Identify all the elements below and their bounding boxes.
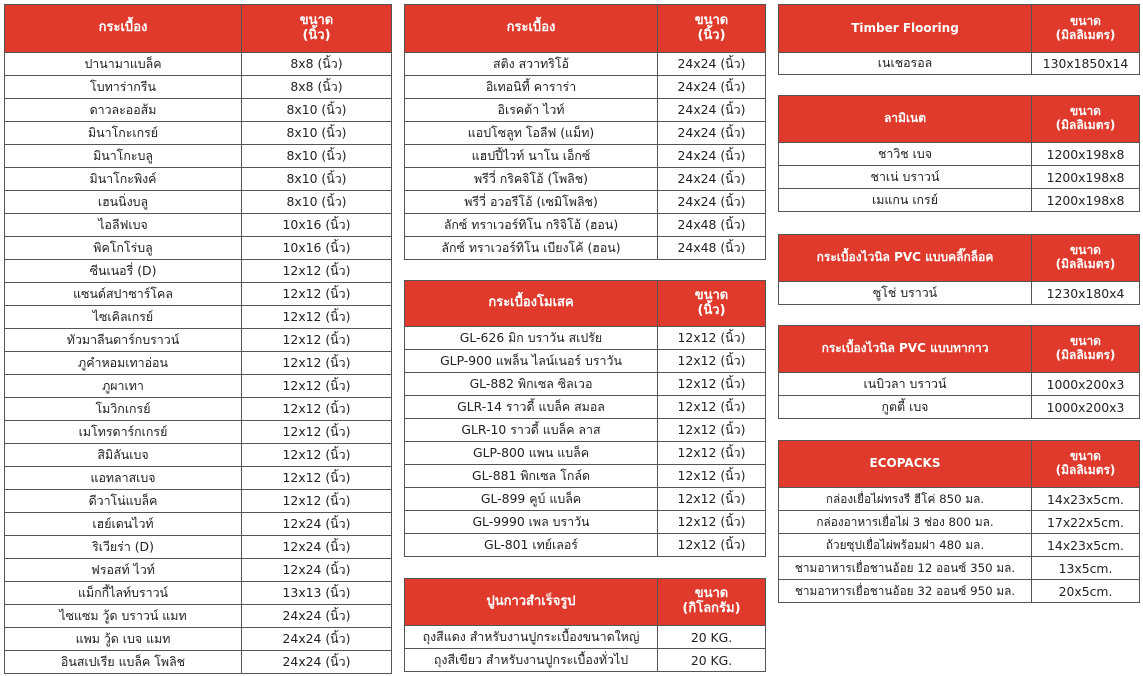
size-cell: 17x22x5cm.: [1032, 511, 1140, 534]
size-cell: 24x48 (นิ้ว): [658, 237, 766, 260]
table-row: [5, 605, 392, 628]
product-column-header: กระเบื้อง: [5, 5, 242, 53]
size-cell: 12x12 (นิ้ว): [242, 421, 392, 444]
size-cell: 14x23x5cm.: [1032, 488, 1140, 511]
table-header: [5, 5, 392, 53]
mosaic-table: [404, 280, 766, 557]
size-cell: 1200x198x8: [1032, 143, 1140, 166]
size-column-header: ขนาด (มิลลิเมตร): [1032, 235, 1140, 282]
vinyl-glue-rows: [779, 373, 1140, 419]
size-cell: 12x12 (นิ้ว): [658, 465, 766, 488]
size-cell: 24x24 (นิ้ว): [242, 651, 392, 674]
table-row: [5, 582, 392, 605]
product-name-cell: เนบิวลา บราวน์: [779, 373, 1032, 396]
product-column-header: กระเบื้องโมเสค: [405, 281, 658, 327]
size-cell: 8x10 (นิ้ว): [242, 145, 392, 168]
product-name-cell: GL-801 เทย์เลอร์: [405, 534, 658, 557]
product-name-cell: แฮปปี้ไวท์ นาโน เอ็กซ์: [405, 145, 658, 168]
product-name-cell: เฮย์เดนไวท์: [5, 513, 242, 536]
product-name-cell: แพม วู้ด เบจ แมท: [5, 628, 242, 651]
product-name-cell: ซูโช่ บราวน์: [779, 282, 1032, 305]
table-header: [405, 281, 766, 327]
product-name-cell: แอปโซลูท โอลีฟ (แม็ท): [405, 122, 658, 145]
size-column-header: ขนาด (กิโลกรัม): [658, 579, 766, 626]
product-name-cell: อิเทอนิที้ คาราร่า: [405, 76, 658, 99]
size-cell: 24x24 (นิ้ว): [658, 99, 766, 122]
product-name-cell: ไอลีฟเบจ: [5, 214, 242, 237]
size-cell: 12x12 (นิ้ว): [242, 444, 392, 467]
product-name-cell: เมโทรดาร์กเกรย์: [5, 421, 242, 444]
table-row: [779, 189, 1140, 212]
product-column-header: กระเบื้องไวนิล PVC แบบคลิ๊กล็อค: [779, 235, 1032, 282]
table-row: [779, 557, 1140, 580]
table-row: [779, 166, 1140, 189]
size-cell: 24x48 (นิ้ว): [658, 214, 766, 237]
table-row: [405, 122, 766, 145]
size-cell: 20 KG.: [658, 649, 766, 672]
table-header: [779, 5, 1140, 53]
product-column-header: ลามิเนต: [779, 96, 1032, 143]
table-row: [779, 373, 1140, 396]
product-name-cell: กล่องเยื่อไผ่ทรงรี ฮีโค่ 850 มล.: [779, 488, 1032, 511]
size-cell: 24x24 (นิ้ว): [658, 76, 766, 99]
table-row: [405, 350, 766, 373]
table-row: [5, 513, 392, 536]
size-cell: 12x12 (นิ้ว): [658, 534, 766, 557]
table-row: [405, 511, 766, 534]
product-name-cell: กูตตี้ เบจ: [779, 396, 1032, 419]
size-cell: 24x24 (นิ้ว): [658, 53, 766, 76]
table-header: [779, 326, 1140, 373]
tile2-rows: [405, 53, 766, 260]
product-name-cell: GL-626 มิก บราวัน สเปรัย: [405, 327, 658, 350]
size-column-header: ขนาด (นิ้ว): [242, 5, 392, 53]
product-name-cell: ถุงสีแดง สำหรับงานปูกระเบื้องขนาดใหญ่: [405, 626, 658, 649]
table-row: [779, 53, 1140, 75]
table-header: [779, 235, 1140, 282]
table-row: [5, 53, 392, 76]
table-header: [405, 5, 766, 53]
table-row: [5, 536, 392, 559]
size-column-header: ขนาด (นิ้ว): [658, 281, 766, 327]
size-cell: 1000x200x3: [1032, 373, 1140, 396]
grout-rows: [405, 626, 766, 672]
product-name-cell: ถ้วยซุปเยื่อไผ่พร้อมฝา 480 มล.: [779, 534, 1032, 557]
table-row: [779, 511, 1140, 534]
size-cell: 1230x180x4: [1032, 282, 1140, 305]
size-cell: 12x12 (นิ้ว): [242, 398, 392, 421]
table-row: [5, 490, 392, 513]
size-cell: 12x12 (นิ้ว): [658, 373, 766, 396]
size-cell: 14x23x5cm.: [1032, 534, 1140, 557]
product-name-cell: อินสเปเรีย แบล็ค โพลิช: [5, 651, 242, 674]
table-row: [405, 99, 766, 122]
size-cell: 13x13 (นิ้ว): [242, 582, 392, 605]
size-cell: 24x24 (นิ้ว): [658, 122, 766, 145]
product-name-cell: GL-881 พิกเซล โกล์ด: [405, 465, 658, 488]
product-name-cell: ซีนเนอรี่ (D): [5, 260, 242, 283]
product-name-cell: โมวิกเกรย์: [5, 398, 242, 421]
product-name-cell: GLR-14 ราวดี้ แบล็ค สมอล: [405, 396, 658, 419]
table-row: [405, 237, 766, 260]
tile-table: [4, 4, 392, 674]
table-row: [5, 306, 392, 329]
tile-rows: [5, 53, 392, 674]
table-row: [779, 143, 1140, 166]
product-name-cell: ลักซ์ ทราเวอร์ทิโน เบียงโค้ (ฮอน): [405, 237, 658, 260]
ecopacks-rows: [779, 488, 1140, 603]
size-cell: 8x10 (นิ้ว): [242, 122, 392, 145]
size-cell: 12x24 (นิ้ว): [242, 536, 392, 559]
table-row: [5, 237, 392, 260]
product-name-cell: GLR-10 ราวดี้ แบล็ค ลาส: [405, 419, 658, 442]
size-cell: 24x24 (นิ้ว): [658, 168, 766, 191]
product-name-cell: เฮนนิ่งบลู: [5, 191, 242, 214]
size-cell: 8x10 (นิ้ว): [242, 191, 392, 214]
size-cell: 1200x198x8: [1032, 189, 1140, 212]
size-cell: 12x12 (นิ้ว): [242, 329, 392, 352]
product-name-cell: สติง สวาทริโอ้: [405, 53, 658, 76]
product-column-header: Timber Flooring: [779, 5, 1032, 53]
size-cell: 8x8 (นิ้ว): [242, 53, 392, 76]
size-cell: 20x5cm.: [1032, 580, 1140, 603]
table-row: [405, 649, 766, 672]
table-row: [405, 626, 766, 649]
laminate-table: [778, 95, 1140, 212]
size-cell: 12x12 (นิ้ว): [658, 396, 766, 419]
size-cell: 10x16 (นิ้ว): [242, 214, 392, 237]
vinyl-click-rows: [779, 282, 1140, 305]
table-row: [779, 488, 1140, 511]
table-row: [405, 373, 766, 396]
product-name-cell: เมแกน เกรย์: [779, 189, 1032, 212]
table-row: [405, 214, 766, 237]
table-header: [779, 96, 1140, 143]
product-name-cell: GL-9990 เพล บราวัน: [405, 511, 658, 534]
size-cell: 12x12 (นิ้ว): [242, 260, 392, 283]
product-name-cell: แซนด์สปาซาร์โคล: [5, 283, 242, 306]
product-name-cell: GL-899 คูบ์ แบล็ค: [405, 488, 658, 511]
product-column-header: ECOPACKS: [779, 441, 1032, 488]
table-header: [405, 579, 766, 626]
size-cell: 12x12 (นิ้ว): [658, 488, 766, 511]
product-name-cell: ภูผาเทา: [5, 375, 242, 398]
size-cell: 12x12 (นิ้ว): [242, 467, 392, 490]
table-row: [405, 465, 766, 488]
size-cell: 10x16 (นิ้ว): [242, 237, 392, 260]
size-column-header: ขนาด (มิลลิเมตร): [1032, 96, 1140, 143]
size-cell: 20 KG.: [658, 626, 766, 649]
product-name-cell: ชาวิช เบจ: [779, 143, 1032, 166]
size-cell: 24x24 (นิ้ว): [658, 191, 766, 214]
timber-rows: [779, 53, 1140, 75]
size-cell: 12x12 (นิ้ว): [658, 327, 766, 350]
product-name-cell: พรีวี่ กริคจิโอ้ (โพลิช): [405, 168, 658, 191]
size-cell: 8x10 (นิ้ว): [242, 99, 392, 122]
table-row: [5, 145, 392, 168]
table-header: [779, 441, 1140, 488]
product-name-cell: กล่องอาหารเยื่อไผ่ 3 ช่อง 800 มล.: [779, 511, 1032, 534]
table-row: [5, 352, 392, 375]
size-cell: 12x12 (นิ้ว): [242, 306, 392, 329]
vinyl-glue-table: [778, 325, 1140, 419]
product-name-cell: ชามอาหารเยื่อชานอ้อย 32 ออนซ์ 950 มล.: [779, 580, 1032, 603]
table-row: [779, 580, 1140, 603]
product-name-cell: มินาโกะเกรย์: [5, 122, 242, 145]
product-name-cell: ริเวียร่า (D): [5, 536, 242, 559]
product-name-cell: ดีวาโน่แบล็ค: [5, 490, 242, 513]
table-row: [405, 442, 766, 465]
size-cell: 24x24 (นิ้ว): [242, 628, 392, 651]
product-name-cell: อิเรคต้า ไวท์: [405, 99, 658, 122]
size-cell: 12x12 (นิ้ว): [242, 490, 392, 513]
table-row: [5, 168, 392, 191]
product-name-cell: GLP-900 แพล็น ไลน์เนอร์ บราวัน: [405, 350, 658, 373]
size-cell: 13x5cm.: [1032, 557, 1140, 580]
size-cell: 1000x200x3: [1032, 396, 1140, 419]
product-name-cell: สิมิลันเบจ: [5, 444, 242, 467]
table-row: [5, 214, 392, 237]
product-name-cell: ภูคำหอมเทาอ่อน: [5, 352, 242, 375]
size-cell: 12x12 (นิ้ว): [242, 375, 392, 398]
product-name-cell: แอทลาสเบจ: [5, 467, 242, 490]
table-row: [5, 76, 392, 99]
table-row: [405, 191, 766, 214]
table-row: [5, 329, 392, 352]
product-name-cell: พิคโกโร่บลู: [5, 237, 242, 260]
table-row: [405, 76, 766, 99]
size-cell: 8x10 (นิ้ว): [242, 168, 392, 191]
table-row: [405, 534, 766, 557]
product-name-cell: ดาวละออส้ม: [5, 99, 242, 122]
size-column-header: ขนาด (นิ้ว): [658, 5, 766, 53]
product-name-cell: ถุงสีเขียว สำหรับงานปูกระเบื้องทั่วไป: [405, 649, 658, 672]
size-cell: 12x24 (นิ้ว): [242, 513, 392, 536]
size-cell: 12x12 (นิ้ว): [242, 352, 392, 375]
table-row: [779, 534, 1140, 557]
table-row: [5, 421, 392, 444]
table-row: [5, 122, 392, 145]
table-row: [5, 467, 392, 490]
table-row: [405, 327, 766, 350]
product-name-cell: มินาโกะบลู: [5, 145, 242, 168]
table-row: [5, 444, 392, 467]
size-column-header: ขนาด (มิลลิเมตร): [1032, 441, 1140, 488]
product-name-cell: ชามอาหารเยื่อชานอ้อย 12 ออนซ์ 350 มล.: [779, 557, 1032, 580]
tile2-table: [404, 4, 766, 260]
size-cell: 12x24 (นิ้ว): [242, 559, 392, 582]
size-cell: 8x8 (นิ้ว): [242, 76, 392, 99]
table-row: [779, 282, 1140, 305]
product-name-cell: GL-882 พิกเซล ซิลเวอ: [405, 373, 658, 396]
table-row: [5, 260, 392, 283]
product-column-header: ปูนกาวสำเร็จรูป: [405, 579, 658, 626]
size-cell: 12x12 (นิ้ว): [242, 283, 392, 306]
table-row: [5, 99, 392, 122]
product-name-cell: พรีวี่ อวอรีโอ้ (เซมิโพลิช): [405, 191, 658, 214]
product-name-cell: ทัวมาลีนดาร์กบราวน์: [5, 329, 242, 352]
table-row: [405, 488, 766, 511]
table-row: [5, 559, 392, 582]
mosaic-rows: [405, 327, 766, 557]
product-name-cell: GLP-800 แพน แบล็ค: [405, 442, 658, 465]
table-row: [405, 419, 766, 442]
table-row: [5, 191, 392, 214]
product-name-cell: ฟรอสท์ ไวท์: [5, 559, 242, 582]
product-column-header: กระเบื้อง: [405, 5, 658, 53]
size-cell: 12x12 (นิ้ว): [658, 442, 766, 465]
table-row: [405, 53, 766, 76]
timber-table: [778, 4, 1140, 75]
size-column-header: ขนาด (มิลลิเมตร): [1032, 326, 1140, 373]
size-cell: 24x24 (นิ้ว): [658, 145, 766, 168]
vinyl-click-table: [778, 234, 1140, 305]
ecopacks-table: [778, 440, 1140, 603]
product-name-cell: ปานามาแบล็ค: [5, 53, 242, 76]
table-row: [5, 398, 392, 421]
product-column-header: กระเบื้องไวนิล PVC แบบทากาว: [779, 326, 1032, 373]
product-name-cell: ไซแซม วู้ด บราวน์ แมท: [5, 605, 242, 628]
product-name-cell: มินาโกะพิงค์: [5, 168, 242, 191]
table-row: [5, 651, 392, 674]
product-name-cell: แม็กกี้ไลท์บราวน์: [5, 582, 242, 605]
table-row: [405, 396, 766, 419]
table-row: [405, 145, 766, 168]
size-cell: 24x24 (นิ้ว): [242, 605, 392, 628]
table-row: [779, 396, 1140, 419]
size-cell: 12x12 (นิ้ว): [658, 511, 766, 534]
grout-table: [404, 578, 766, 672]
laminate-rows: [779, 143, 1140, 212]
size-cell: 1200x198x8: [1032, 166, 1140, 189]
product-name-cell: เนเชอรอล: [779, 53, 1032, 75]
size-cell: 130x1850x14: [1032, 53, 1140, 75]
product-name-cell: ลักซ์ ทราเวอร์ทิโน กริจิโอ้ (ฮอน): [405, 214, 658, 237]
product-name-cell: ชาเน่ บราวน์: [779, 166, 1032, 189]
table-row: [405, 168, 766, 191]
table-row: [5, 375, 392, 398]
table-row: [5, 283, 392, 306]
size-column-header: ขนาด (มิลลิเมตร): [1032, 5, 1140, 53]
size-cell: 12x12 (นิ้ว): [658, 350, 766, 373]
table-row: [5, 628, 392, 651]
product-name-cell: ไซเคิลเกรย์: [5, 306, 242, 329]
product-name-cell: โบทาร่ากรีน: [5, 76, 242, 99]
size-cell: 12x12 (นิ้ว): [658, 419, 766, 442]
